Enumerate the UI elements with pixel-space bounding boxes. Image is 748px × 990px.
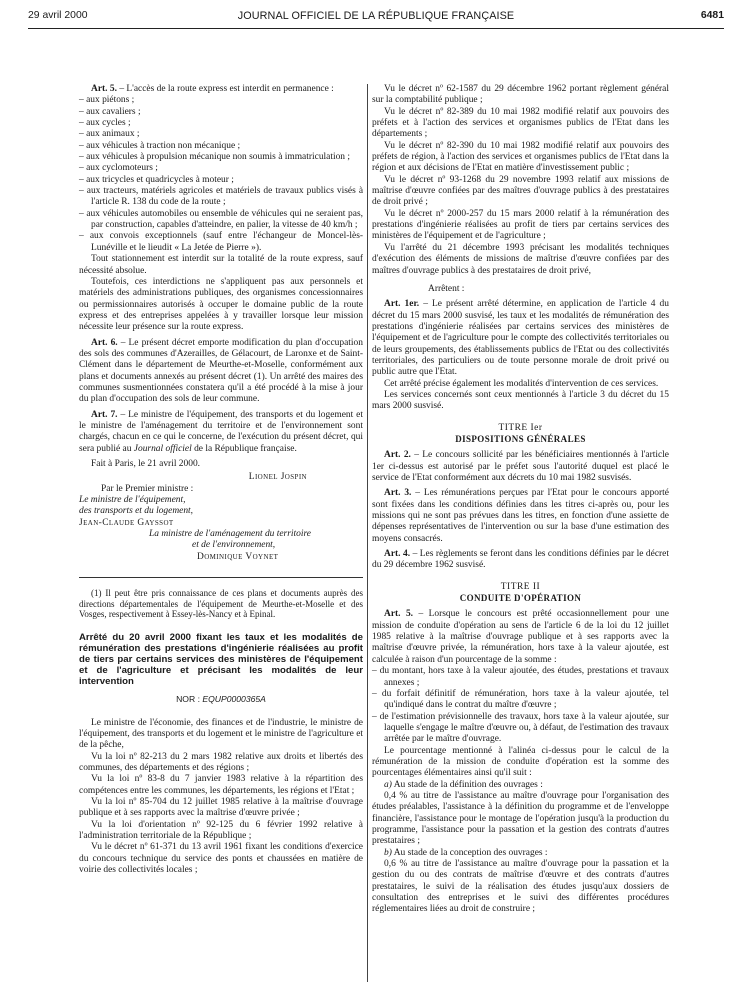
visa: Vu le décret nº 61-371 du 13 avril 1961 fixant les conditions d'exercice du concours technique du service des ponts et chaussées en matière de voirie des collectivités locales ; [79, 842, 363, 876]
stage-label: b) [384, 847, 392, 858]
article-text: – Le présent arrêté détermine, en application de l'article 4 du décret du 15 mars 2000 susvisé, les taux et les modalités de rémunération des prestations d'ingénierie réalisées par certains services des ministères de l'équipement et de l'agriculture pour le compte des collectivités territoriales ou de leurs groupements, des établissements publics de l'Etat ou des collectivités territoriales, des particuliers ou de toute personne morale de droit privé ou public autre que l'Etat. [372, 299, 669, 378]
article-number: Art. 5. [384, 609, 414, 620]
list-item: – aux tricycles et quadricycles à moteur ; [79, 175, 363, 186]
minister-title: et de l'environnement, [192, 540, 276, 551]
list-item: – aux cyclomoteurs ; [79, 163, 363, 174]
article-text: – Lorsque le concours est prêté occasionnellement pour une mission de conduite d'opération au sens de l'article 6 de la loi du 12 juillet 1985 relative à la maîtrise d'ouvrage publique et à ses rapports avec la maîtrise d'œuvre privée, la rémunération, hors taxe à la valeur ajoutée, est calculée à raison d'un pourcentage de la somme : [372, 609, 669, 665]
title-heading: TITRE Ier [498, 422, 543, 433]
list-item: – aux cycles ; [79, 118, 363, 129]
article-3 [372, 488, 669, 545]
paragraph: Les services concernés sont ceux mentionnés à l'article 3 du décret du 15 mars 2000 susvisé. [372, 389, 669, 412]
signature-by-line: Par le Premier ministre : [101, 483, 194, 494]
article-6 [79, 338, 363, 406]
paragraph: 0,4 % au titre de l'assistance au maître d'ouvrage pour l'organisation des études préalables, l'assistance à la définition du programme et de l'enveloppe financière, l'assistance pour le montage de l'opération jusqu'à la production du programme, l'assistance pour la passation et la gestion des contrats d'autres prestataires ; [372, 790, 669, 847]
list-item: – de l'estimation prévisionnelle des travaux, hors taxe à la valeur ajoutée, sur laquelle s'engage le maître d'œuvre ou, à défaut, de l'estimation des travaux arrêtée par le maître d'ouvrage. [372, 712, 669, 746]
minister-title: Le ministre de l'équipement, [79, 495, 186, 506]
stage-text: Au stade de la conception des ouvrages : [391, 847, 548, 858]
article-number: Art. 2. [384, 450, 411, 461]
paragraph: 0,6 % au titre de l'assistance au maître d'ouvrage pour la passation et la gestion du ou des contrats de maîtrise d'œuvre et des contrats d'autres prestataires, le suivi de la réalisation des études jusqu'aux dossiers de consultation des entreprises et le suivi des différentes procédures réglementaires liées au droit de construire ; [372, 859, 669, 915]
visa: Le ministre de l'économie, des finances et de l'industrie, le ministre de l'équipement, des transports et du logement et le ministre de l'agriculture et de la pêche, [79, 717, 363, 751]
article-text: – Les rémunérations perçues par l'Etat pour le concours apporté sont fixées dans les conditions définies dans les titres ci-après ou, pour les missions qui ne sont pas prévues dans les titres, en fonction d'une assiette de dépenses représentatives de l'intervention ou sur la base d'une estimation des moyens consacrés. [372, 488, 669, 544]
signature-block [79, 472, 363, 563]
article-5-intro [79, 84, 363, 95]
article-number: Art. 4. [384, 549, 411, 560]
article-number: Art. 1er. [384, 299, 420, 310]
nor-code: EQUP0000365A [202, 694, 266, 705]
visa: Vu la loi nº 83-8 du 7 janvier 1983 relative à la répartition des compétences entre les communes, les départements, les régions et l'Etat ; [79, 774, 363, 796]
paragraph: Tout stationnement est interdit sur la totalité de la route express, sauf nécessité absolue. [79, 254, 363, 276]
article-1 [372, 299, 669, 378]
article-7 [79, 410, 363, 455]
article-number: Art. 7. [91, 409, 118, 420]
footnote-rule [79, 577, 363, 578]
article-text: – Le concours sollicité par les bénéficiaires mentionnés à l'article 1er ci-dessus est autorisé par le préfet sous l'autorité duquel est placé le service de l'Etat conformément aux décrets du 10 mai 1982 susvisés. [372, 450, 669, 483]
article-number: Art. 5. [91, 84, 117, 94]
article-number: Art. 6. [91, 337, 118, 348]
visa: Vu le décret nº 82-389 du 10 mai 1982 modifié relatif aux pouvoirs des préfets et à l'action des services et organismes publics de l'Etat dans les départements ; [372, 106, 669, 140]
nor-label: NOR : [176, 694, 203, 705]
paragraph: Le pourcentage mentionné à l'alinéa ci-dessus pour le calcul de la rémunération de la mission de conduite d'opération est la somme des pourcentages élémentaires ainsi qu'il suit : [372, 745, 669, 779]
minister-title: des transports et du logement, [79, 506, 194, 517]
article-text: – Le présent décret emporte modification du plan d'occupation des sols des communes d'Azerailles, de Gélacourt, de Laronxe et de Saint-Clément dans le département de Meurthe-et-Moselle, conformément aux plans et documents annexés au présent décret (1). Un arrêté des maires des communes susmentionnées constatera qu'il a été procédé à la mise à jour du plan d'occupation des sols de leur commune. [79, 337, 363, 405]
header-page-number: 6481 [700, 10, 724, 21]
right-column [372, 84, 669, 916]
visa: Vu la loi d'orientation nº 92-125 du 6 février 1992 relative à l'administration territoriale de la République ; [79, 819, 363, 842]
stage-a-heading [372, 780, 669, 791]
running-header [28, 10, 724, 26]
enacting-formula: Arrêtent : [428, 283, 465, 294]
header-rule [28, 28, 724, 29]
header-date: 29 avril 2000 [28, 10, 88, 21]
list-item: – aux tracteurs, matériels agricoles et matériels de travaux publics visés à l'article R. 138 du code de la route ; [79, 186, 363, 209]
signature-date: Fait à Paris, le 21 avril 2000. [91, 459, 201, 469]
list-item: – aux véhicules automobiles ou ensemble de véhicules qui ne seraient pas, par construction, capables d'atteindre, en palier, la vitesse de 40 km/h ; [79, 209, 363, 232]
calculation-base-list [372, 666, 669, 745]
article-number: Art. 3. [384, 488, 412, 499]
article-4 [372, 549, 669, 572]
list-item: – aux cavaliers ; [79, 107, 363, 118]
prohibited-list [79, 95, 363, 254]
list-item: – aux piétons ; [79, 95, 363, 106]
paragraph: Toutefois, ces interdictions ne s'appliquent pas aux personnels et matériels des administrations publiques, des organismes concessionnaires ou permissionnaires autorisés à occuper le domaine public de la route express et des entreprises appelées à y travailler lorsque leur mission nécessite leur présence sur la route express. [79, 276, 363, 333]
stage-text: Au stade de la définition des ouvrages : [391, 779, 543, 790]
minister-title: La ministre de l'aménagement du territoire [149, 529, 311, 540]
paragraph: Cet arrêté précise également les modalités d'intervention de ces services. [384, 378, 659, 389]
decree-title: Arrêté du 20 avril 2000 fixant les taux et les modalités de rémunération des prestations d'ingénierie réalisées au profit de tiers par certains services des ministères de l'équipement et de l'agriculture et précisant les modalités de leur intervention [79, 632, 363, 687]
article-text: – L'accès de la route express est interdit en permanence : [116, 84, 334, 94]
stage-b-heading [372, 848, 669, 859]
stage-label: a) [384, 779, 392, 790]
article-5 [372, 609, 669, 666]
visa: Vu le décret nº 93-1268 du 29 novembre 1993 relatif aux missions de maîtrise d'œuvre confiées par des maîtres d'ouvrage publics à des prestataires de droit privé ; [372, 174, 669, 208]
list-item: – aux animaux ; [79, 129, 363, 140]
left-column [79, 84, 363, 876]
signatory-minister: Dominique Voynet [197, 551, 279, 562]
list-item: – aux véhicules à traction non mécanique ; [79, 141, 363, 152]
visa: Vu la loi nº 85-704 du 12 juillet 1985 relative à la maîtrise d'ouvrage publique et à ses rapports avec la maîtrise d'œuvre privée ; [79, 797, 363, 819]
title-heading: TITRE II [500, 581, 541, 592]
visa: Vu le décret nº 62-1587 du 29 décembre 1962 portant règlement général sur la comptabilité publique ; [372, 84, 669, 106]
article-text: – Les règlements se feront dans les conditions définies par le décret du 29 décembre 1962 susvisé. [372, 549, 669, 571]
list-item: – du montant, hors taxe à la valeur ajoutée, des études, prestations et travaux annexes ; [372, 666, 669, 689]
visa: Vu le décret nº 82-390 du 10 mai 1982 modifié relatif aux pouvoirs des préfets de région, à l'action des services et organismes publics de l'Etat dans la région et aux décisions de l'Etat en matière d'investissement public ; [372, 140, 669, 174]
list-item: – du forfait définitif de rémunération, hors taxe à la valeur ajoutée, tel qu'indiqué dans le contrat du maître d'œuvre ; [372, 689, 669, 712]
signatory-prime-minister: Lionel Jospin [248, 472, 307, 483]
list-item: – aux convois exceptionnels (sauf entre l'échangeur de Moncel-lès-Lunéville et le lieudit « La Jetée de Pierre »). [79, 231, 363, 254]
column-separator [367, 84, 368, 982]
signatory-minister: Jean-Claude Gayssot [79, 517, 174, 528]
title-subheading: CONDUITE D'OPÉRATION [459, 593, 582, 604]
title-subheading: DISPOSITIONS GÉNÉRALES [455, 433, 586, 444]
footnote: (1) Il peut être pris connaissance de ces plans et documents auprès des directions départementales de l'équipement de Meurthe-et-Moselle et des Vosges, respectivement à Essey-lès-Nancy et à Epinal. [79, 588, 363, 619]
header-journal-title: JOURNAL OFFICIEL DE LA RÉPUBLIQUE FRANÇAISE [237, 10, 515, 22]
article-text: – Le ministre de l'équipement, des transports et du logement et le ministre de l'aménagement du territoire et de l'environnement sont chargés, chacun en ce qui le concerne, de l'exécution du présent décret, qui sera publié au [79, 409, 363, 454]
visa: Vu la loi nº 82-213 du 2 mars 1982 relative aux droits et libertés des communes, des départements et des régions ; [79, 751, 363, 774]
list-item: – aux véhicules à propulsion mécanique non soumis à immatriculation ; [79, 152, 363, 163]
journal-reference: Journal officiel [133, 443, 192, 454]
article-text: de la République française. [191, 443, 297, 454]
nor-reference [79, 694, 363, 705]
visa: Vu le décret nº 2000-257 du 15 mars 2000 relatif à la rémunération des prestations d'ingénierie réalisées au profit de tiers par certains services des ministères de l'équipement et de l'agriculture ; [372, 208, 669, 242]
visa: Vu l'arrêté du 21 décembre 1993 précisant les modalités techniques d'exécution des éléments de missions de maîtrise d'œuvre confiées par des maîtres d'ouvrage publics à des prestataires de droit privé, [372, 242, 669, 276]
article-2 [372, 450, 669, 484]
